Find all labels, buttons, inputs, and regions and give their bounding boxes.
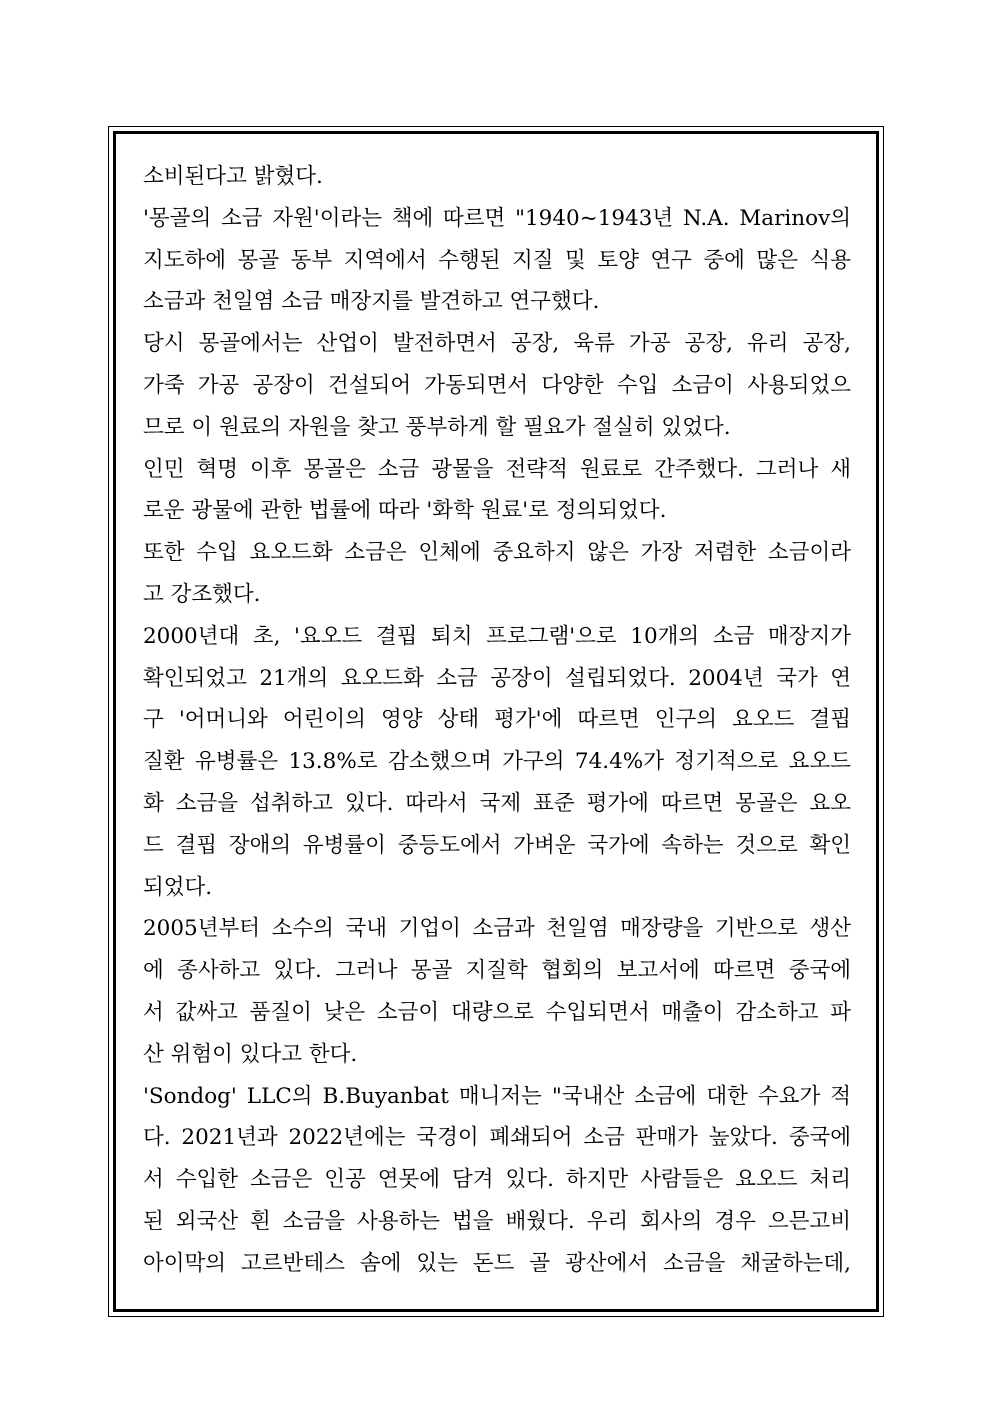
text-line: 아이막의 고르반테스 솜에 있는 돈드 골 광산에서 소금을 채굴하는데, [143, 1250, 851, 1276]
text-line: 산 위험이 있다고 한다. [143, 1041, 358, 1067]
text-line: 지도하에 몽골 동부 지역에서 수행된 지질 및 토양 연구 중에 많은 식용 [143, 247, 851, 273]
text-line: 드 결핍 장애의 유병률이 중등도에서 가벼운 국가에 속하는 것으로 확인 [143, 832, 851, 858]
text-line: 2005년부터 소수의 국내 기업이 소금과 천일염 매장량을 기반으로 생산 [143, 916, 851, 942]
text-line: 므로 이 원료의 자원을 찾고 풍부하게 할 필요가 절실히 있었다. [143, 414, 731, 440]
text-line: 로운 광물에 관한 법률에 따라 '화학 원료'로 정의되었다. [143, 498, 667, 524]
document-body [143, 156, 851, 1285]
text-line: 화 소금을 섭취하고 있다. 따라서 국제 표준 평가에 따르면 몽골은 요오 [143, 790, 851, 816]
text-line: 되었다. [143, 874, 213, 900]
text-line: 인민 혁명 이후 몽골은 소금 광물을 전략적 원료로 간주했다. 그러나 새 [143, 456, 851, 482]
text-line: 서 수입한 소금은 인공 연못에 담겨 있다. 하지만 사람들은 요오드 처리 [143, 1167, 851, 1193]
text-line: 구 '어머니와 어린이의 영양 상태 평가'에 따르면 인구의 요오드 결핍 [143, 707, 851, 733]
text-line: 다. 2021년과 2022년에는 국경이 폐쇄되어 소금 판매가 높았다. 중국에 [143, 1125, 851, 1151]
text-line: 'Sondog' LLC의 B.Buyanbat 매니저는 "국내산 소금에 대한 수요가 적 [143, 1083, 851, 1109]
text-line: 당시 몽골에서는 산업이 발전하면서 공장, 육류 가공 공장, 유리 공장, [143, 331, 851, 357]
text-line: 소비된다고 밝혔다. [143, 164, 323, 189]
text-line: 확인되었고 21개의 요오드화 소금 공장이 설립되었다. 2004년 국가 연 [143, 665, 851, 691]
text-line: 고 강조했다. [143, 581, 261, 607]
text-line: 질환 유병률은 13.8%로 감소했으며 가구의 74.4%가 정기적으로 요오드 [143, 749, 851, 775]
text-line: 가죽 가공 공장이 건설되어 가동되면서 다양한 수입 소금이 사용되었으 [143, 372, 851, 398]
text-line: 에 종사하고 있다. 그러나 몽골 지질학 협회의 보고서에 따르면 중국에 [143, 958, 851, 984]
text-line: 된 외국산 흰 소금을 사용하는 법을 배웠다. 우리 회사의 경우 으믄고비 [143, 1208, 851, 1234]
text-line: 소금과 천일염 소금 매장지를 발견하고 연구했다. [143, 289, 600, 315]
text-line: 서 값싸고 품질이 낮은 소금이 대량으로 수입되면서 매출이 감소하고 파 [143, 999, 851, 1025]
text-line: 또한 수입 요오드화 소금은 인체에 중요하지 않은 가장 저렴한 소금이라 [143, 540, 851, 566]
text-line: 2000년대 초, '요오드 결핍 퇴치 프로그램'으로 10개의 소금 매장지가 [143, 623, 851, 649]
text-line: '몽골의 소금 자원'이라는 책에 따르면 "1940~1943년 N.A. Marinov의 [143, 205, 851, 231]
